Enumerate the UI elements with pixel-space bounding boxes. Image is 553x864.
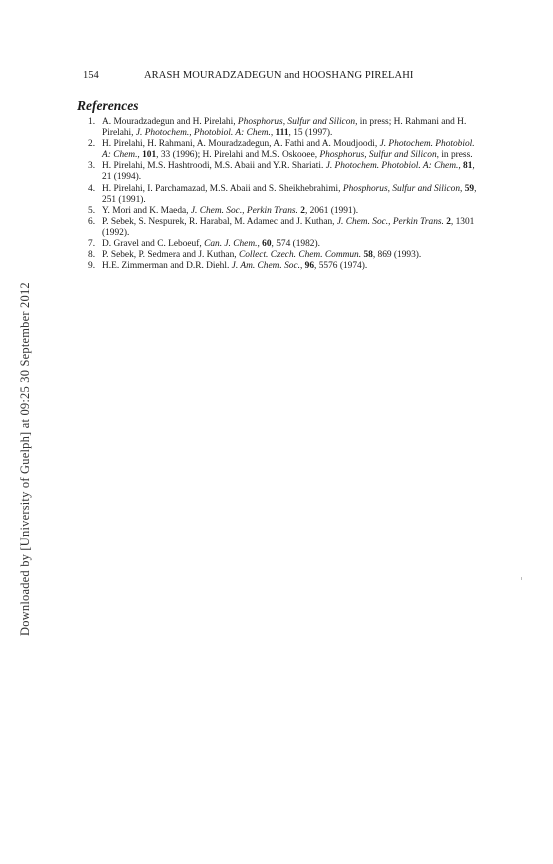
reference-source: J. Am. Chem. Soc. [231, 261, 300, 272]
reference-number: 8. [88, 250, 96, 261]
reference-source: J. Photochem. Photobiol. A: Chem. [325, 161, 459, 172]
reference-volume: 60 [262, 239, 272, 250]
reference-source: Can. J. Chem. [204, 239, 258, 250]
reference-text [102, 217, 474, 238]
reference-text [102, 139, 475, 160]
reference-segment: , [137, 150, 143, 161]
reference-segment: , in press. [436, 150, 473, 161]
reference-segment: H. Pirelahi, I. Parchamazad, M.S. Abaii and S. Sheikhebrahimi, [102, 183, 343, 194]
reference-source: Phosphorus, Sulfur and Silicon [319, 150, 437, 161]
reference-source: Phosphorus, Sulfur and Silicon [237, 117, 356, 127]
reference-segment: Y. Mori and K. Maeda, [102, 205, 191, 216]
reference-segment: , 5576 (1974). [314, 261, 368, 272]
reference-item [88, 117, 481, 139]
reference-segment: , [460, 183, 465, 194]
reference-segment: , 574 (1982). [271, 239, 320, 250]
references-heading: References [77, 98, 139, 113]
reference-segment: , [270, 128, 276, 139]
reference-segment: , 15 (1997). [288, 128, 333, 139]
edge-mark [521, 577, 522, 580]
reference-volume: 96 [304, 261, 315, 272]
reference-segment: D. Gravel and C. Leboeuf, [102, 239, 205, 250]
reference-source: J. Photochem., Photobiol. A: Chem. [135, 128, 271, 139]
reference-number: 1. [88, 117, 96, 127]
reference-volume: 111 [275, 128, 289, 139]
reference-segment: H. Pirelahi, M.S. Hashtroodi, M.S. Abaii and Y.R. Shariati. [102, 161, 326, 172]
reference-text [102, 261, 367, 271]
page-header [83, 69, 483, 83]
page-number: 154 [83, 70, 99, 81]
reference-item [88, 217, 481, 239]
reference-segment: , 869 (1993). [372, 250, 422, 261]
reference-segment: , in press; H. Rahmani and H. Pirelahi, [102, 117, 467, 139]
reference-text [102, 117, 466, 138]
reference-item [88, 206, 481, 217]
reference-text [102, 206, 358, 216]
reference-segment: , 21 (1994). [102, 161, 475, 183]
reference-segment: H. Pirelahi, H. Rahmani, A. Mouradzadegun, A. Fathi and A. Moudjoodi, [102, 139, 380, 150]
reference-number: 3. [88, 161, 96, 172]
reference-source: J. Photochem. Photobiol. A: Chem. [102, 139, 475, 161]
reference-text [102, 161, 475, 182]
reference-item [88, 161, 481, 183]
running-title: ARASH MOURADZADEGUN and HOOSHANG PIRELAHI [144, 70, 414, 81]
reference-source: J. Chem. Soc., Perkin Trans. [336, 216, 444, 227]
reference-text [102, 239, 320, 249]
reference-segment: , [458, 161, 464, 172]
reference-number: 6. [88, 216, 96, 227]
reference-item [88, 261, 481, 272]
reference-volume: 81 [463, 161, 473, 172]
reference-volume: 101 [142, 150, 157, 161]
reference-segment: , 251 (1991). [102, 183, 477, 205]
reference-volume: 58 [363, 250, 373, 261]
download-watermark: Downloaded by [University of Guelph] at 09:25 30 September 2012 [18, 282, 32, 636]
reference-number: 4. [88, 183, 96, 194]
reference-volume: 2 [300, 205, 305, 216]
reference-segment: , [257, 239, 263, 250]
reference-item [88, 239, 481, 250]
reference-segment: , 33 (1996); H. Pirelahi and M.S. Oskooee, [156, 150, 320, 161]
reference-source: Collect. Czech. Chem. Commun. [238, 250, 362, 261]
reference-volume: 59 [464, 183, 475, 194]
reference-segment: A. Mouradzadegun and H. Pirelahi, [102, 117, 238, 127]
reference-segment: , 2061 (1991). [304, 205, 359, 216]
reference-segment: , [299, 261, 305, 272]
reference-source: Phosphorus, Sulfur and Silicon [342, 183, 461, 194]
reference-source: J. Chem. Soc., Perkin Trans. [190, 205, 298, 216]
reference-text [102, 184, 476, 205]
reference-segment: P. Sebek, S. Nespurek, R. Harabal, M. Adamec and J. Kuthan, [102, 216, 337, 227]
reference-volume: 2 [446, 216, 451, 227]
reference-item [88, 250, 481, 261]
reference-item [88, 139, 481, 161]
reference-number: 5. [88, 205, 96, 216]
reference-number: 9. [88, 261, 96, 272]
reference-item [88, 184, 481, 206]
reference-list [88, 117, 481, 272]
reference-text [102, 250, 421, 260]
reference-segment: , 1301 (1992). [102, 216, 475, 238]
reference-segment: H.E. Zimmerman and D.R. Diehl. [102, 261, 232, 272]
reference-segment: P. Sebek, P. Sedmera and J. Kuthan, [102, 250, 239, 261]
reference-number: 2. [88, 139, 96, 150]
reference-number: 7. [88, 239, 96, 250]
